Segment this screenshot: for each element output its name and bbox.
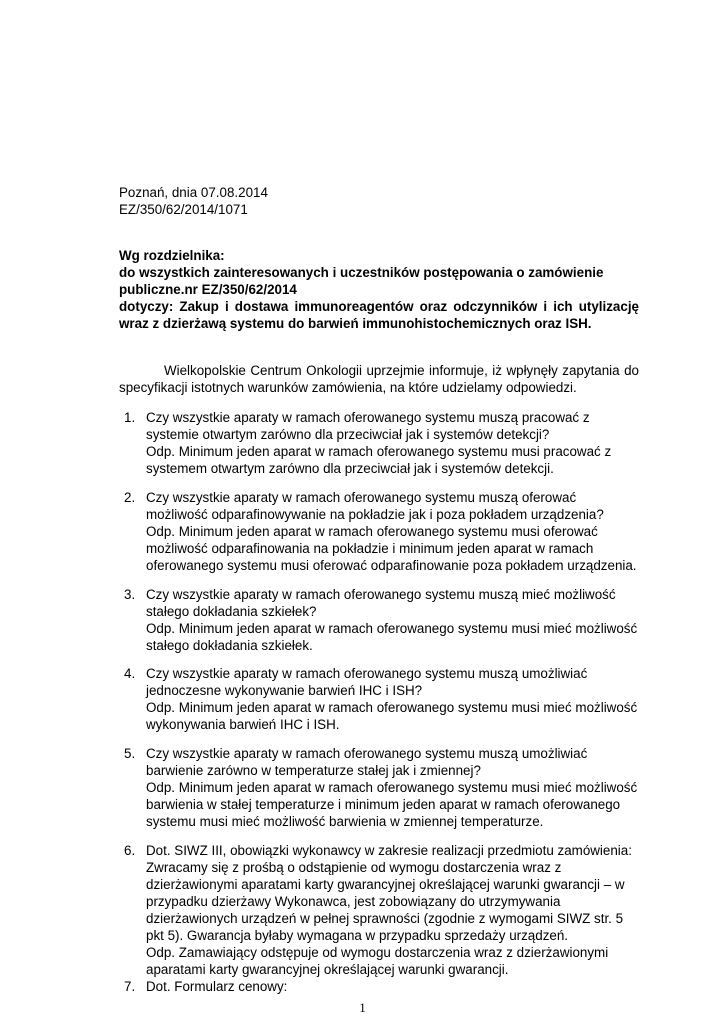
- question-line: przypadku dzierżawy Wykonawca, jest zobowiązany do utrzymywania: [146, 894, 561, 909]
- question-line: Zwracamy się z prośbą o odstąpienie od wymogu dostarczenia wraz z: [146, 860, 562, 875]
- answer-line: aparatami karty gwarancyjnej określającej warunki gwarancji.: [146, 962, 509, 977]
- subject-line: wraz z dzierżawą systemu do barwień immunohistochemicznych oraz ISH.: [119, 316, 592, 331]
- answer-line: Odp. Minimum jeden aparat w ramach oferowanego systemu musi oferować: [146, 524, 598, 539]
- intro-paragraph: specyfikacji istotnych warunków zamówienia, na które udzielamy odpowiedzi.: [119, 380, 577, 395]
- intro-paragraph: Wielkopolskie Centrum Onkologii uprzejmie informuje, iż wpłynęły zapytania do: [164, 363, 639, 378]
- recipient-heading: Wg rozdzielnika:: [119, 248, 225, 263]
- answer-line: systemu musi mieć możliwość barwienia w zmiennej temperaturze.: [146, 814, 544, 829]
- question-line: Dot. Formularz cenowy:: [146, 979, 288, 994]
- page-number: 1: [359, 1000, 366, 1015]
- question-line: Dot. SIWZ III, obowiązki wykonawcy w zakresie realizacji przedmiotu zamówienia:: [146, 843, 632, 858]
- list-number: 2.: [124, 490, 136, 505]
- subject-line: dotyczy: Zakup i dostawa immunoreagentów oraz odczynników i ich utylizację: [119, 299, 639, 314]
- reference-number: EZ/350/62/2014/1071: [119, 202, 248, 217]
- answer-line: oferowanego systemu musi oferować odparafinowanie poza pokładem urządzenia.: [146, 558, 637, 573]
- list-number: 3.: [124, 587, 136, 602]
- list-number: 7.: [124, 979, 136, 994]
- answer-line: Odp. Minimum jeden aparat w ramach oferowanego systemu musi pracować z: [146, 444, 612, 459]
- question-line: jednoczesne wykonywanie barwień IHC i ISH?: [146, 683, 423, 698]
- list-number: 4.: [124, 666, 136, 681]
- question-line: Czy wszystkie aparaty w ramach oferowanego systemu muszą mieć możliwość: [146, 587, 616, 602]
- question-line: Czy wszystkie aparaty w ramach oferowanego systemu muszą pracować z: [146, 410, 590, 425]
- answer-line: Odp. Minimum jeden aparat w ramach oferowanego systemu musi mieć możliwość: [146, 621, 638, 636]
- list-number: 5.: [124, 746, 136, 761]
- list-number: 1.: [124, 410, 136, 425]
- recipient-line: publiczne.nr EZ/350/62/2014: [119, 282, 297, 297]
- question-line: dzierżawionymi aparatami karty gwarancyjnej określającej warunki gwarancji – w: [146, 877, 625, 892]
- question-line: systemie otwartym zarówno dla przeciwciał jak i systemów detekcji?: [146, 427, 550, 442]
- answer-line: barwienia w stałej temperaturze i minimum jeden aparat w ramach oferowanego: [146, 797, 621, 812]
- answer-line: Odp. Minimum jeden aparat w ramach oferowanego systemu musi mieć możliwość: [146, 780, 638, 795]
- question-line: Czy wszystkie aparaty w ramach oferowanego systemu muszą umożliwiać: [146, 666, 588, 681]
- answer-line: wykonywania barwień IHC i ISH.: [146, 717, 340, 732]
- answer-line: systemem otwartym zarówno dla przeciwciał jak i systemów detekcji.: [146, 461, 554, 476]
- list-number: 6.: [124, 843, 136, 858]
- question-line: barwienie zarówno w temperaturze stałej jak i zmiennej?: [146, 763, 481, 778]
- question-line: możliwość odparafinowywanie na pokładzie jak i poza pokładem urządzenia?: [146, 507, 604, 522]
- answer-line: Odp. Minimum jeden aparat w ramach oferowanego systemu musi mieć możliwość: [146, 700, 638, 715]
- answer-line: możliwość odparafinowania na pokładzie i minimum jeden aparat w ramach: [146, 541, 594, 556]
- place-date: Poznań, dnia 07.08.2014: [119, 185, 268, 200]
- answer-line: Odp. Zamawiający odstępuje od wymogu dostarczenia wraz z dzierżawionymi: [146, 945, 609, 960]
- question-line: Czy wszystkie aparaty w ramach oferowanego systemu muszą umożliwiać: [146, 746, 588, 761]
- question-line: dzierżawionych urządzeń w pełnej sprawności (zgodnie z wymogami SIWZ str. 5: [146, 911, 624, 926]
- question-line: stałego dokładania szkiełek?: [146, 604, 317, 619]
- question-line: pkt 5). Gwarancja byłaby wymagana w przypadku sprzedaży urządzeń.: [146, 928, 569, 943]
- recipient-line: do wszystkich zainteresowanych i uczestników postępowania o zamówienie: [119, 265, 604, 280]
- question-line: Czy wszystkie aparaty w ramach oferowanego systemu muszą oferować: [146, 490, 577, 505]
- answer-line: stałego dokładania szkiełek.: [146, 638, 313, 653]
